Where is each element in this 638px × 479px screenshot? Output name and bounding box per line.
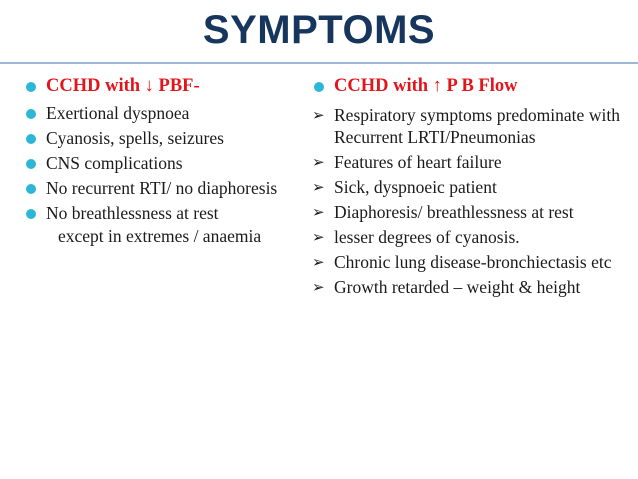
right-item: ➢ Sick, dyspnoeic patient (312, 177, 497, 197)
arrow-bullet-icon: ➢ (312, 228, 325, 246)
left-item: Cyanosis, spells, seizures (22, 127, 297, 149)
arrow-bullet-icon: ➢ (312, 178, 325, 196)
left-heading: CCHD with ↓ PBF- (22, 74, 297, 98)
right-item: ➢ Features of heart failure (312, 152, 502, 172)
left-continuation: except in extremes / anaemia (58, 226, 262, 246)
right-column (310, 74, 620, 301)
circle-bullet-icon (314, 82, 324, 92)
arrow-bullet-icon: ➢ (312, 278, 325, 296)
circle-bullet-icon (26, 82, 36, 92)
right-item: ➢ Respiratory symptoms predominate with Recurrent LRTI/Pneumonias (312, 105, 620, 147)
right-item: ➢ lesser degrees of cyanosis. (312, 227, 520, 247)
arrow-bullet-icon: ➢ (312, 153, 325, 171)
left-item: No recurrent RTI/ no diaphoresis (22, 177, 297, 199)
circle-bullet-icon (26, 134, 36, 144)
page-title: SYMPTOMS (202, 8, 436, 52)
right-item: ➢ Chronic lung disease-bronchiectasis etc (312, 252, 612, 272)
left-item: Exertional dyspnoea (22, 102, 297, 124)
arrow-bullet-icon: ➢ (312, 106, 325, 124)
circle-bullet-icon (26, 209, 36, 219)
circle-bullet-icon (26, 109, 36, 119)
arrow-bullet-icon: ➢ (312, 253, 325, 271)
circle-bullet-icon (26, 184, 36, 194)
right-item: ➢ Diaphoresis/ breathlessness at rest (312, 202, 574, 222)
left-column (22, 74, 297, 247)
arrow-bullet-icon: ➢ (312, 203, 325, 221)
title-divider (0, 62, 638, 64)
left-item: CNS complications (22, 152, 297, 174)
right-heading: CCHD with ↑ P B Flow (310, 74, 620, 98)
circle-bullet-icon (26, 159, 36, 169)
right-item: ➢ Growth retarded – weight & height (312, 277, 581, 297)
left-item: No breathlessness at rest (22, 202, 297, 224)
